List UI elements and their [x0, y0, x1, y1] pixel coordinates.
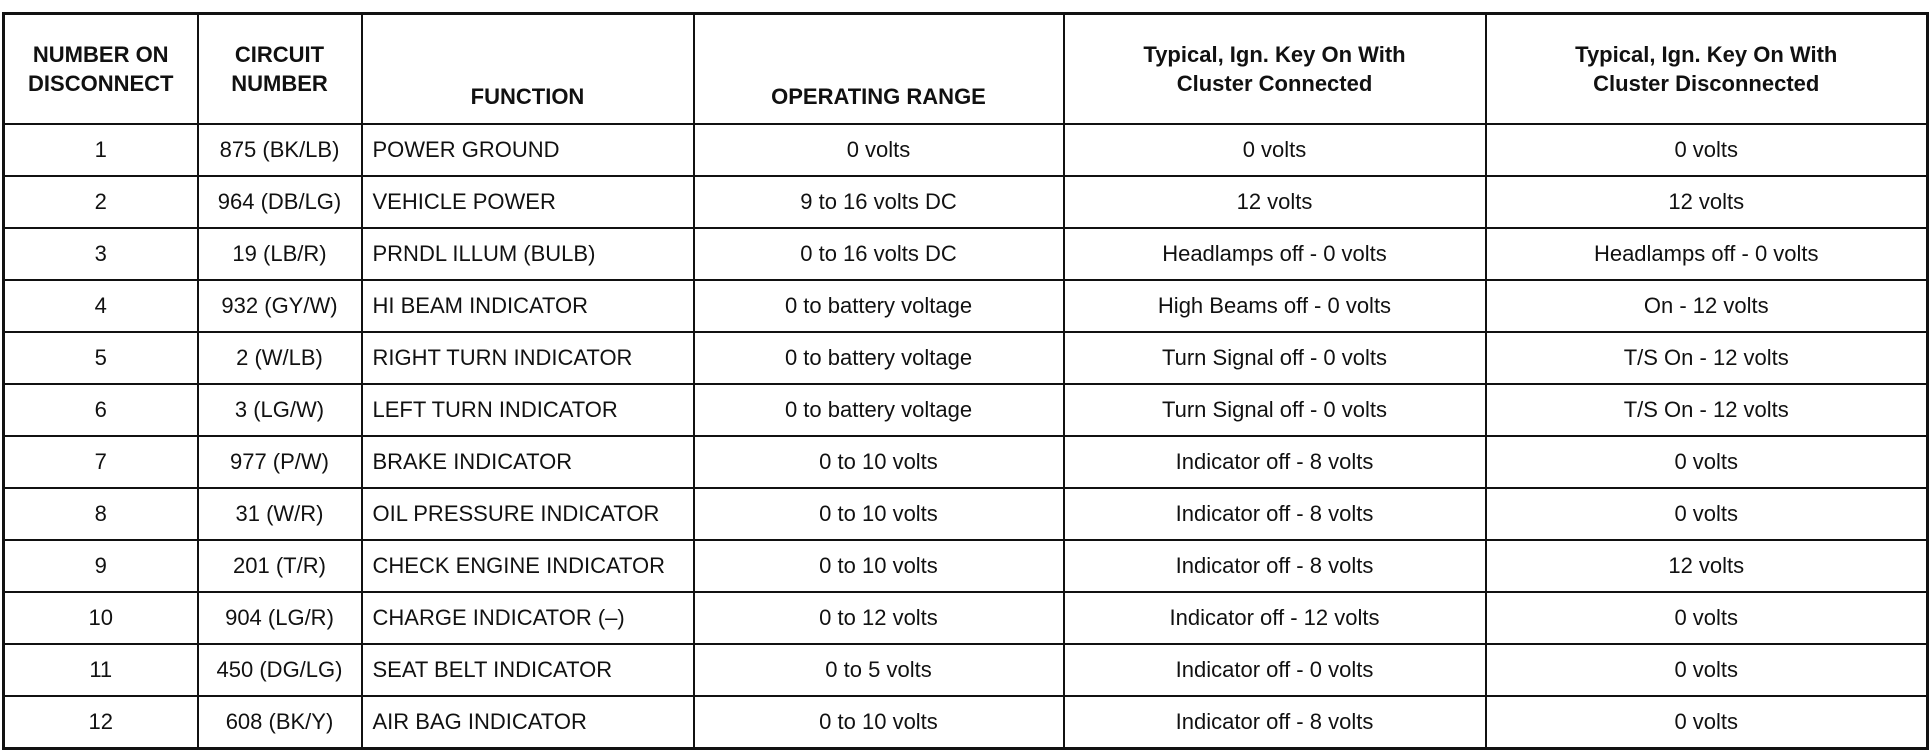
- typical-connected-cell: Indicator off - 12 volts: [1064, 592, 1486, 644]
- pin-number-cell: 5: [4, 332, 198, 384]
- table-row: [4, 176, 1928, 228]
- table-row: [4, 436, 1928, 488]
- pin-number-cell: 7: [4, 436, 198, 488]
- operating-range-cell: 0 to 10 volts: [694, 436, 1064, 488]
- function-cell: SEAT BELT INDICATOR: [362, 644, 694, 696]
- operating-range-cell: 0 to battery voltage: [694, 384, 1064, 436]
- header-line: NUMBER: [231, 71, 328, 96]
- circuit-number-cell: 977 (P/W): [198, 436, 362, 488]
- circuit-number-cell: 964 (DB/LG): [198, 176, 362, 228]
- function-cell: VEHICLE POWER: [362, 176, 694, 228]
- pin-number-cell: 6: [4, 384, 198, 436]
- typical-disconnected-cell: T/S On - 12 volts: [1486, 384, 1928, 436]
- typical-connected-cell: 0 volts: [1064, 124, 1486, 176]
- header-line: Cluster Connected: [1176, 71, 1373, 96]
- table-row: [4, 280, 1928, 332]
- typical-connected-cell: 12 volts: [1064, 176, 1486, 228]
- typical-disconnected-cell: T/S On - 12 volts: [1486, 332, 1928, 384]
- header-line: Typical, Ign. Key On With: [1143, 42, 1406, 67]
- pin-number-cell: 11: [4, 644, 198, 696]
- function-cell: POWER GROUND: [362, 124, 694, 176]
- function-cell: OIL PRESSURE INDICATOR: [362, 488, 694, 540]
- operating-range-cell: 0 to 12 volts: [694, 592, 1064, 644]
- operating-range-cell: 0 to 10 volts: [694, 488, 1064, 540]
- column-header-typical-connected: [1064, 14, 1486, 125]
- header-line: FUNCTION: [470, 84, 585, 109]
- function-cell: BRAKE INDICATOR: [362, 436, 694, 488]
- typical-disconnected-cell: 0 volts: [1486, 436, 1928, 488]
- typical-disconnected-cell: 0 volts: [1486, 592, 1928, 644]
- column-header-number-on-disconnect: [4, 14, 198, 125]
- typical-disconnected-cell: 0 volts: [1486, 488, 1928, 540]
- typical-connected-cell: Indicator off - 8 volts: [1064, 488, 1486, 540]
- typical-disconnected-cell: 0 volts: [1486, 644, 1928, 696]
- circuit-number-cell: 3 (LG/W): [198, 384, 362, 436]
- circuit-number-cell: 875 (BK/LB): [198, 124, 362, 176]
- pin-number-cell: 9: [4, 540, 198, 592]
- connector-pinout-table: [2, 12, 1929, 750]
- circuit-number-cell: 2 (W/LB): [198, 332, 362, 384]
- typical-disconnected-cell: Headlamps off - 0 volts: [1486, 228, 1928, 280]
- typical-connected-cell: Indicator off - 8 volts: [1064, 696, 1486, 749]
- operating-range-cell: 0 to battery voltage: [694, 280, 1064, 332]
- typical-connected-cell: Indicator off - 8 volts: [1064, 540, 1486, 592]
- typical-connected-cell: Indicator off - 0 volts: [1064, 644, 1486, 696]
- column-header-operating-range: [694, 14, 1064, 125]
- operating-range-cell: 0 to 10 volts: [694, 540, 1064, 592]
- header-row: [4, 14, 1928, 125]
- pin-number-cell: 2: [4, 176, 198, 228]
- circuit-number-cell: 450 (DG/LG): [198, 644, 362, 696]
- typical-disconnected-cell: 12 volts: [1486, 176, 1928, 228]
- column-header-typical-disconnected: [1486, 14, 1928, 125]
- pin-number-cell: 12: [4, 696, 198, 749]
- function-cell: RIGHT TURN INDICATOR: [362, 332, 694, 384]
- table-row: [4, 124, 1928, 176]
- circuit-number-cell: 19 (LB/R): [198, 228, 362, 280]
- function-cell: CHECK ENGINE INDICATOR: [362, 540, 694, 592]
- circuit-number-cell: 31 (W/R): [198, 488, 362, 540]
- typical-disconnected-cell: 0 volts: [1486, 696, 1928, 749]
- typical-connected-cell: Turn Signal off - 0 volts: [1064, 332, 1486, 384]
- column-header-function: [362, 14, 694, 125]
- pin-number-cell: 1: [4, 124, 198, 176]
- header-line: Cluster Disconnected: [1593, 71, 1820, 96]
- operating-range-cell: 0 to 16 volts DC: [694, 228, 1064, 280]
- function-cell: CHARGE INDICATOR (–): [362, 592, 694, 644]
- operating-range-cell: 0 to 10 volts: [694, 696, 1064, 749]
- operating-range-cell: 0 to 5 volts: [694, 644, 1064, 696]
- function-cell: PRNDL ILLUM (BULB): [362, 228, 694, 280]
- table-row: [4, 488, 1928, 540]
- header-line: OPERATING RANGE: [771, 84, 986, 109]
- circuit-number-cell: 904 (LG/R): [198, 592, 362, 644]
- table-row: [4, 384, 1928, 436]
- table-row: [4, 644, 1928, 696]
- column-header-circuit-number: [198, 14, 362, 125]
- function-cell: HI BEAM INDICATOR: [362, 280, 694, 332]
- table-row: [4, 592, 1928, 644]
- table-row: [4, 540, 1928, 592]
- pin-number-cell: 4: [4, 280, 198, 332]
- circuit-number-cell: 608 (BK/Y): [198, 696, 362, 749]
- table-row: [4, 228, 1928, 280]
- typical-disconnected-cell: On - 12 volts: [1486, 280, 1928, 332]
- table-row: [4, 696, 1928, 749]
- operating-range-cell: 0 volts: [694, 124, 1064, 176]
- table-row: [4, 332, 1928, 384]
- typical-disconnected-cell: 12 volts: [1486, 540, 1928, 592]
- typical-connected-cell: Indicator off - 8 volts: [1064, 436, 1486, 488]
- function-cell: AIR BAG INDICATOR: [362, 696, 694, 749]
- header-line: Typical, Ign. Key On With: [1575, 42, 1838, 67]
- circuit-number-cell: 932 (GY/W): [198, 280, 362, 332]
- operating-range-cell: 0 to battery voltage: [694, 332, 1064, 384]
- header-line: DISCONNECT: [28, 71, 174, 96]
- pin-number-cell: 3: [4, 228, 198, 280]
- pin-number-cell: 10: [4, 592, 198, 644]
- header-line: NUMBER ON: [32, 42, 169, 67]
- operating-range-cell: 9 to 16 volts DC: [694, 176, 1064, 228]
- document-page: [2, 12, 1929, 750]
- typical-disconnected-cell: 0 volts: [1486, 124, 1928, 176]
- typical-connected-cell: Turn Signal off - 0 volts: [1064, 384, 1486, 436]
- function-cell: LEFT TURN INDICATOR: [362, 384, 694, 436]
- circuit-number-cell: 201 (T/R): [198, 540, 362, 592]
- header-line: CIRCUIT: [234, 42, 325, 67]
- pin-number-cell: 8: [4, 488, 198, 540]
- typical-connected-cell: High Beams off - 0 volts: [1064, 280, 1486, 332]
- typical-connected-cell: Headlamps off - 0 volts: [1064, 228, 1486, 280]
